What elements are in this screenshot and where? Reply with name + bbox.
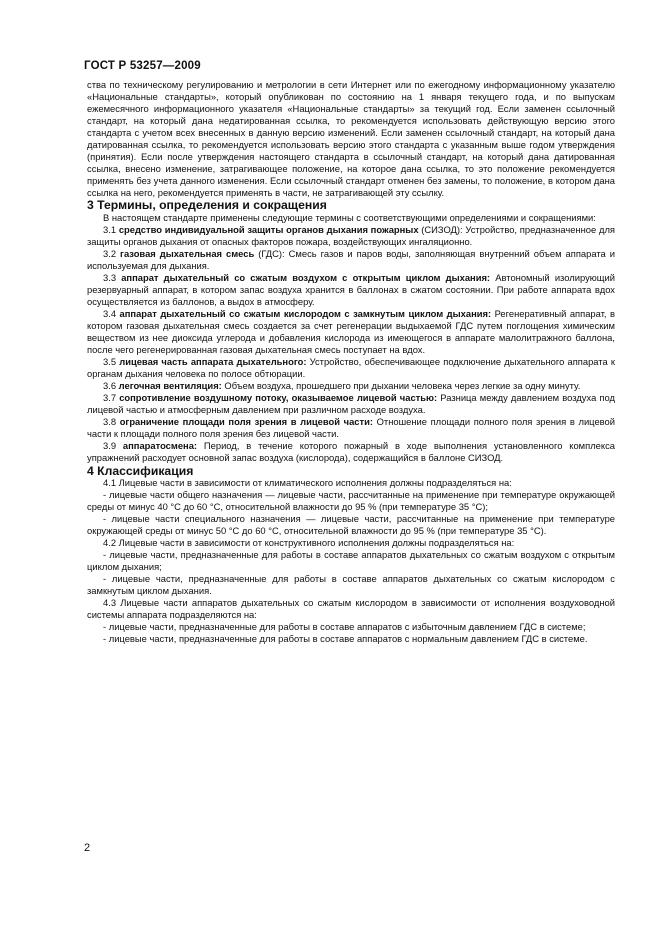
term-text: (ГДС): Смесь газов и паров воды, заполняющая внутренний объем аппарата и используемая для дыхания. [87,247,615,271]
intro-paragraph: ства по техническому регулированию и метрологии в сети Интернет или по ежегодному информационному указателю «Национальные стандарты», который опубликован по состоянию на 1 января текущего года, и по выпускам ежемесячного информационного указателя «Национальные стандарты» за текущий год. Если заменен ссылочный стандарт, на который дана недатированная ссылка, то рекомендуется использовать действующую версию этого стандарта с учетом всех внесенных в данную версию изменений. Если заменен ссылочный стандарт, на который дана датированная ссылка, то рекомендуется использовать версию этого стандарта с указанным выше годом утверждения (принятия). Если после утверждения настоящего стандарта в ссылочный стандарт, на который дана датированная ссылка, внесено изменение, затрагивающее положение, на которое дана ссылка, то это положение рекомендуется применять без учета данного изменения. Если ссылочный стандарт отменен без замены, то положение, в котором дана ссылка на него, рекомендуется применять в части, не затрагивающей эту ссылку. [87,79,615,199]
section-3-heading: 3 Термины, определения и сокращения [87,198,327,213]
classification-paragraph: - лицевые части, предназначенные для работы в составе аппаратов с нормальным давлением ГДС в системе. [103,633,588,645]
term-text: (СИЗОД): Устройство, предназначенное для защиты органов дыхания от опасных факторов пожара, воздействующих ингаляционно. [87,223,615,247]
term-number: 3.8 [103,416,117,428]
term-number: 3.4 [103,307,117,319]
document-body [87,79,615,645]
term-text: Автономный изолирующий резервуарный аппарат, в котором запас воздуха хранится в баллонах в сжатом состоянии. При работе аппарата вдох осуществляется из баллонов, а выдох в атмосферу. [87,271,615,307]
term-definition [87,308,615,356]
classification-paragraph: 4.2 Лицевые части в зависимости от конструктивного исполнения должны подразделяться на: [103,536,515,548]
term-number: 3.6 [103,380,117,392]
term-name: легочная вентиляция: [118,380,222,392]
term-definition [87,392,615,416]
term-name: лицевая часть аппарата дыхательного: [119,356,307,368]
term-number: 3.3 [103,271,117,283]
term-definition [87,440,615,464]
classification-paragraph: - лицевые части специального назначения — лицевые части, рассчитанные на применение при температуре окружающей среды от минус 50 °С до 60 °С, относительной влажности до 95 % (при температуре 35 °С). [87,512,615,536]
term-number: 3.9 [103,440,117,452]
term-number: 3.7 [103,392,117,404]
classification-paragraph: - лицевые части общего назначения — лицевые части, рассчитанные на применение при температуре окружающей среды от минус 40 °С до 60 °С, относительной влажности до 95 % (при температуре 35 °С); [87,488,615,512]
term-text: Период, в течение которого пожарный в ходе выполнения установленного комплекса упражнений расходует основной запас воздуха (кислорода), содержащийся в баллоне СИЗОД. [87,440,615,464]
term-text: Регенеративный аппарат, в котором газовая дыхательная смесь создается за счет регенерации выдыхаемой ГДС путем поглощения химическим веществом из нее диоксида углерода и добавления кислорода из имеющегося в аппарате малолитражного баллона, после чего регенерированная газовая дыхательная смесь поступает на вдох. [87,307,615,356]
classification-paragraph: - лицевые части, предназначенные для работы в составе аппаратов дыхательных со сжатым кислородом с замкнутым циклом дыхания. [87,572,615,596]
term-name: сопротивление воздушному потоку, оказываемое лицевой частью: [119,392,438,404]
term-name: аппарат дыхательный со сжатым кислородом с замкнутым циклом дыхания: [119,307,492,319]
term-text: Разница между давлением воздуха под лицевой частью и атмосферным давлением при различном расходе воздуха. [87,392,615,416]
classification-paragraph: 4.3 Лицевые части аппаратов дыхательных со сжатым кислородом в зависимости от исполнения воздуховодной системы аппарата подразделяются на: [87,597,615,621]
term-text: Отношение площади полного поля зрения в лицевой части к площади полного поля зрения без лицевой части. [87,416,615,440]
term-name: ограничение площади поля зрения в лицевой части: [119,416,373,428]
terms-list [87,224,615,465]
term-definition [87,416,615,440]
term-number: 3.5 [103,356,117,368]
term-definition [87,224,615,248]
term-number: 3.2 [103,247,117,259]
term-number: 3.1 [103,223,117,235]
document-header: ГОСТ Р 53257—2009 [84,60,201,72]
page-number: 2 [84,842,91,854]
classification-paragraph: - лицевые части, предназначенные для работы в составе аппаратов дыхательных со сжатым воздухом с открытым циклом дыхания; [87,548,615,572]
term-name: газовая дыхательная смесь [120,247,255,259]
term-text: Объем воздуха, прошедшего при дыхании человека через легкие за одну минуту. [221,380,581,392]
term-definition [87,380,615,392]
term-definition [87,272,615,308]
term-name: средство индивидуальной защиты органов дыхания пожарных [118,223,419,235]
classification-paragraph: - лицевые части, предназначенные для работы в составе аппаратов с избыточным давлением ГДС в системе; [103,621,586,633]
section-3-intro: В настоящем стандарте применены следующие термины с соответствующими определениями и сокращениями: [103,211,596,223]
term-definition [87,248,615,272]
term-name: аппарат дыхательный со сжатым воздухом с открытым циклом дыхания: [121,271,491,283]
classification-paragraph: 4.1 Лицевые части в зависимости от климатического исполнения должны подразделяться на: [103,476,512,488]
term-text: Устройство, обеспечивающее подключение дыхательного аппарата к органам дыхания человека по полосе обтюрации. [87,356,615,380]
term-name: аппаратосмена: [122,440,198,452]
classification-list [87,477,615,646]
term-definition [87,356,615,380]
section-4-heading: 4 Классификация [87,463,194,478]
